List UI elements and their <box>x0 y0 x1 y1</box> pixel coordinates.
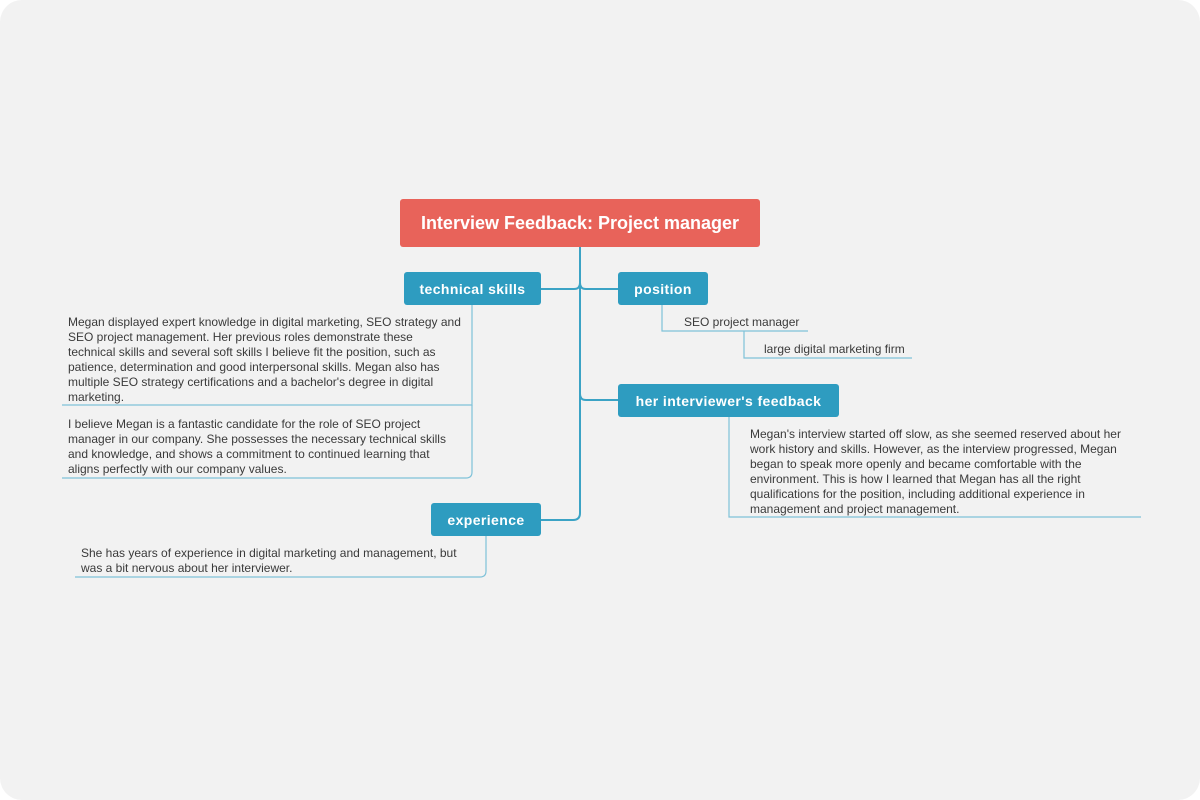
note-position-title[interactable]: SEO project manager <box>684 315 800 329</box>
topic-experience[interactable]: experience <box>431 503 541 536</box>
topic-technical-skills[interactable]: technical skills <box>404 272 541 305</box>
note-technical-skills-1[interactable]: Megan displayed expert knowledge in digital marketing, SEO strategy and SEO project management. Her previous roles demonstrate these technical skills and several soft skills I believe fit the position, such as patience, determination and good interpersonal skills. Megan also has multiple SEO strategy certifications and a bachelor's degree in digital marketing. <box>68 315 461 404</box>
note-position-employer[interactable]: large digital marketing firm <box>764 342 905 356</box>
root-topic[interactable]: Interview Feedback: Project manager <box>400 199 760 247</box>
branch-position <box>580 283 618 289</box>
topic-position[interactable]: position <box>618 272 708 305</box>
note-technical-skills-2[interactable]: I believe Megan is a fantastic candidate for the role of SEO project manager in our company. She possesses the necessary technical skills and knowledge, and shows a commitment to continued learning that aligns perfectly with our company values. <box>68 417 446 476</box>
branch-technical-skills <box>541 283 580 289</box>
topic-interviewer-feedback[interactable]: her interviewer's feedback <box>618 384 839 417</box>
note-experience[interactable]: She has years of experience in digital marketing and management, but was a bit nervous about her interviewer. <box>81 546 457 575</box>
branch-feedback <box>580 394 618 400</box>
trunk-line <box>541 247 580 520</box>
note-interviewer-feedback[interactable]: Megan's interview started off slow, as she seemed reserved about her work history and skills. However, as the interview progressed, Megan began to speak more openly and became comfortable with the environment. This is how I learned that Megan has all the right qualifications for the position, including additional experience in management and project management. <box>750 427 1121 516</box>
